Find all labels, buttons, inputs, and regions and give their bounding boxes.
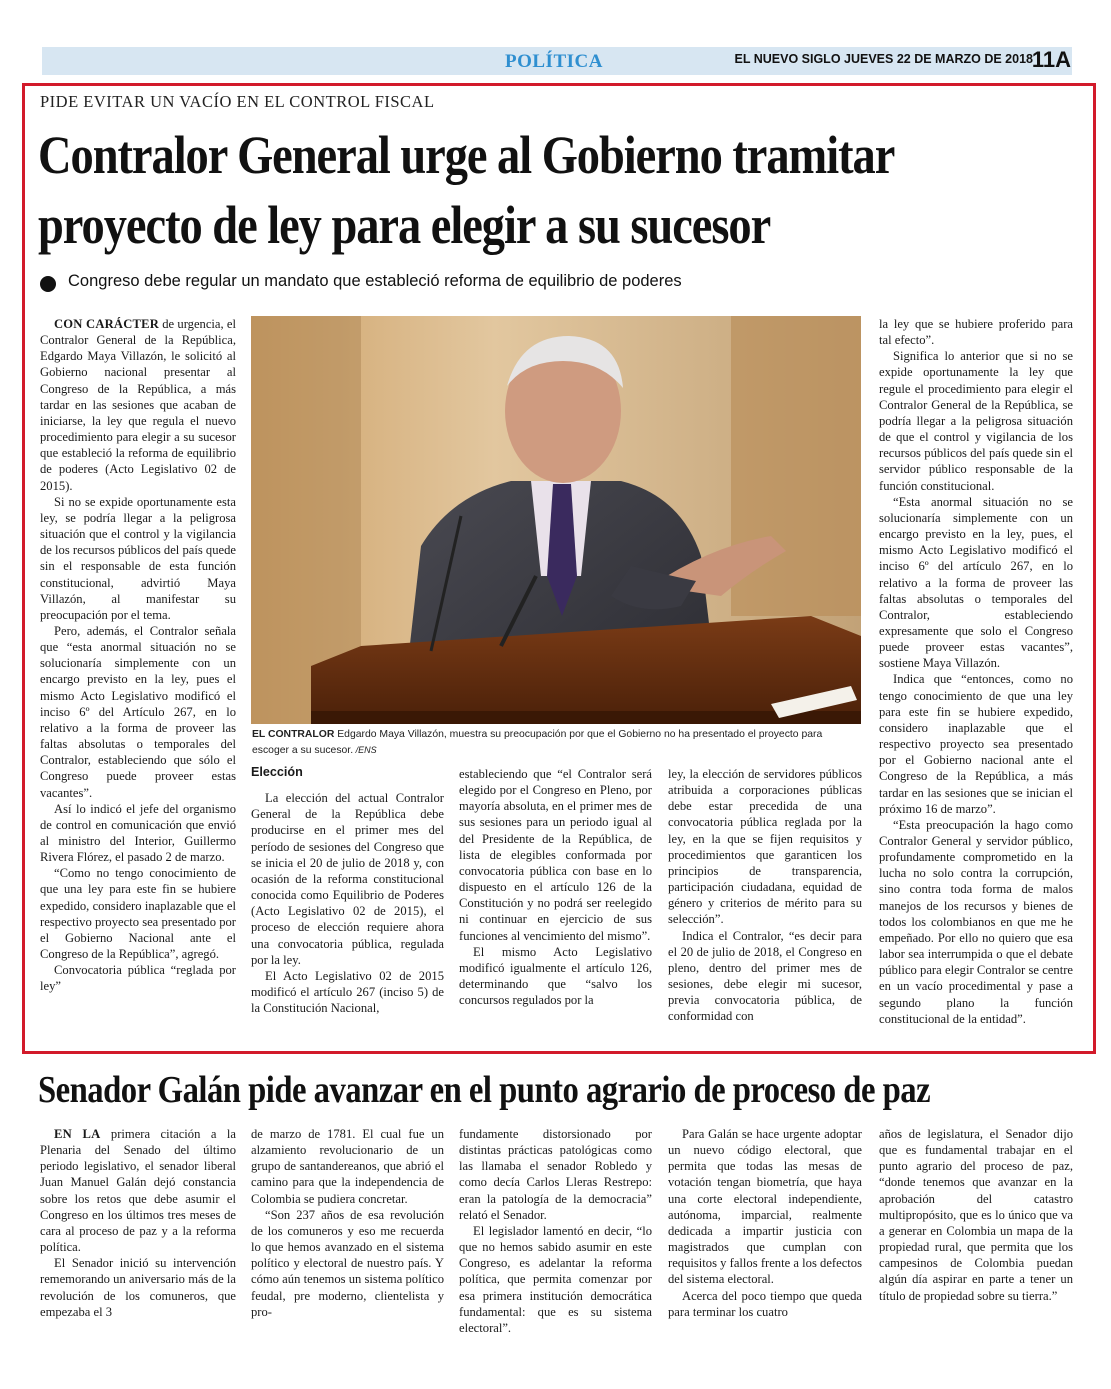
paragraph: Acerca del poco tiempo que queda para terminar los cuatro [668,1288,862,1319]
paragraph: “Como no tengo conocimiento de que una ley para este fin se hubiere expedido, considero inaplazable que el respectivo proyecto sea presentado por el Gobierno Nacional ante el Congreso de la República”, agregó. [40,866,236,962]
lead-in: EN LA [54,1127,101,1141]
photo-caption [252,728,860,758]
paragraph: Para Galán se hace urgente adoptar un nuevo código electoral, que permita que todas las mesas de votación tengan biometría, que haya una corte electoral independiente, autónoma, imparcial, realmente dedicada a impartir justicia con magistrados que cumplan con requisitos y fallos frente a los defectos del sistema electoral. [668,1127,862,1287]
paragraph: Pero, además, el Contralor señala que “esta anormal situación no se solucionaría simplemente con un encargo previsto en la ley, pues el mismo Acto Legislativo modificó el inciso 6º del Artículo 267, en lo relativo a la forma de proveer las faltas absolutas o temporales del Contralor, estableciendo que sólo el Congreso puede proveer estas vacantes”. [40,623,236,800]
headline-line-2: proyecto de ley para elegir a su sucesor [38,195,771,255]
paragraph: El Acto Legislativo 02 de 2015 modificó el artículo 267 (inciso 5) de la Constitución Nacional, [251,968,444,1016]
article1-column-5 [879,316,1073,1027]
headline-line-1: Contralor General urge al Gobierno tramitar [38,125,895,185]
paragraph: la ley que se hubiere proferido para tal efecto”. [879,317,1073,348]
subheadline: Congreso debe regular un mandato que estableció reforma de equilibrio de poderes [68,272,682,290]
paragraph: años de legislatura, el Senador dijo que es fundamental trabajar en el punto agrario del proceso de paz, “donde tenemos que avanzar en la aprobación del catastro multipropósito, que es lo único que va a generar en Colombia un mapa de la propiedad rural, que permita que los campesinos de Colombia puedan algún día aspirar en parte a tener un título de propiedad sobre su tierra.” [879,1127,1073,1303]
paragraph: Convocatoria pública “reglada por ley” [40,963,236,994]
article2-column-5 [879,1126,1073,1304]
paragraph: El Senador inició su intervención rememorando un aniversario más de la revolución de los comuneros, que empezaba el 3 [40,1256,236,1319]
subheading: Elección [251,765,303,779]
folio [735,52,1034,66]
paragraph: Significa lo anterior que si no se expide oportunamente la ley que regule el procedimiento para elegir el Contralor General de la República, se podría llegar a la peligrosa situación de que el control y vigilancia de los recursos públicos del país quede sin el servidor público responsable de la función constitucional. [879,349,1073,493]
paragraph: fundamente distorsionado por distintas prácticas patológicas como las llamaba el senador Robledo y como decía Carlos Lleras Restrepo: eran la patología de la democracia” relató el Senador. [459,1127,652,1222]
article1-column-4 [668,766,862,1025]
paragraph: “Esta anormal situación no se solucionaría simplemente con un encargo previsto en la ley, pues, el mismo Acto Legislativo modificó el inciso 6º del artículo 267, en lo relativo a la forma de proveer las faltas absolutas o temporales del Contralor, estableciendo expresamente que solo el Congreso puede proveer estas vacantes”, sostiene Maya Villazón. [879,494,1073,671]
issue-date: JUEVES 22 DE MARZO DE 2018 [844,52,1033,66]
paragraph-text: de urgencia, el Contralor General de la República, Edgardo Maya Villazón, le solicitó al Gobierno nacional presentar al Congreso de la República, a más tardar en las sesiones que acaban de iniciarse, la ley que regula el nuevo procedimiento para elegir a su sucesor que estableció la reforma de equilibrio de poderes (Acto Legislativo 02 de 2015). [40,317,237,493]
paragraph [40,316,236,494]
photo-illustration [251,316,861,724]
kicker: PIDE EVITAR UN VACÍO EN EL CONTROL FISCAL [40,92,435,111]
contralor-photo [251,316,861,724]
paragraph: de marzo de 1781. El cual fue un alzamiento revolucionario de un grupo de santandereanos, que abrió el camino para que la independencia de Colombia se pudiera concretar. [251,1127,444,1206]
paragraph-text: primera citación a la Plenaria del Senado del último periodo legislativo, el senador liberal Juan Manuel Galán dejó constancia sobre los retos que debe asumir el Congreso en los últimos tres meses de cara al proceso de paz y a la reforma política. [40,1127,236,1255]
photo-credit: /ENS [353,744,377,755]
page-number: 11A [1031,47,1071,72]
article1-column-3 [459,766,652,1008]
paragraph: Si no se expide oportunamente esta ley, se podría llegar a la peligrosa situación que el control y la vigilancia de los recursos públicos del país quede sin el responsable de esta función constitucional, advirtió Maya Villazón, al manifestar su preocupación por el tema. [40,494,236,622]
caption-text: Edgardo Maya Villazón, muestra su preocupación por que el Gobierno no ha presentado el proyecto para escoger a su sucesor. [252,729,823,756]
paragraph: El mismo Acto Legislativo modificó igualmente el artículo 126, determinando que “salvo los concursos regulados por la [459,944,652,1008]
paragraph: La elección del actual Contralor General de la República debe producirse en el primer mes del período de sesiones del Congreso que se inicia el 20 de julio de 2018 y, con ocasión de la reforma constitucional conocida como Equilibrio de Poderes (Acto Legislativo 02 de 2015), el proceso de elección requiere ahora una convocatoria pública, regulada por la ley. [251,791,444,967]
paragraph [40,1126,236,1255]
article2-column-1 [40,1126,236,1320]
caption-lead: EL CONTRALOR [252,729,335,740]
article2-column-4 [668,1126,862,1320]
newspaper-name: EL NUEVO SIGLO [734,52,841,66]
paragraph: “Esta preocupación la hago como Contralor General y servidor público, profundamente comprometido en la lucha no solo contra la corrupción, sino contra toda forma de malos manejos de los recursos y bienes de todos los colombianos en que me he empeñado. Por ello no quiero que esa labor sea interrumpida o que el debate público para elegir Contralor se centre en un vacío procedimental y pase a segundo plano la función constitucional de la entidad”. [879,817,1073,1026]
article1-column-2 [251,764,444,1016]
main-headline [38,120,941,260]
paragraph: Indica que “entonces, como no tengo conocimiento de que una ley para este fin se hubiere expedido, considero inaplazable que el respectivo proyecto sea presentado por el Gobierno nacional ante el Congreso de la República, a más tardar en las sesiones que se inician el próximo 16 de marzo”. [879,672,1073,816]
article1-column-1 [40,316,236,995]
article2-column-3 [459,1126,652,1336]
section-name: POLÍTICA [505,51,603,72]
second-headline: Senador Galán pide avanzar en el punto agrario de proceso de paz [38,1069,931,1111]
lead-in: CON CARÁCTER [54,317,160,331]
bullet-icon [40,276,56,292]
paragraph: Así lo indicó el jefe del organismo de control en comunicación que envió al ministro del Interior, Guillermo Rivera Flórez, el pasado 2 de marzo. [40,801,236,865]
paragraph: estableciendo que “el Contralor será elegido por el Congreso en Pleno, por mayoría absoluta, en el primer mes de sus sesiones para un periodo igual al del Presidente de la República, de lista de elegibles conformada por convocatoria pública con base en lo dispuesto en el artículo 126 de la Constitución y no podrá ser reelegido ni continuar en ejercicio de sus funciones al vencimiento del mismo”. [459,767,652,943]
paragraph: El legislador lamentó en decir, “lo que no hemos sabido asumir en este Congreso, es adelantar la reforma política, que permita comenzar por esa primera institución democrática fundamental: que es su sistema electoral”. [459,1223,652,1335]
paragraph: Indica el Contralor, “es decir para el 20 de julio de 2018, el Congreso en pleno, dentro del primer mes de sesiones, debe elegir mi sucesor, previa convocatoria pública, de conformidad con [668,928,862,1024]
paragraph: ley, la elección de servidores públicos atribuida a corporaciones públicas debe estar precedida de una convocatoria pública reglada por la ley, en la que se fijen requisitos y procedimientos que garanticen los principios de transparencia, participación ciudadana, equidad de género y criterios de mérito para su selección”. [668,767,862,927]
article2-column-2 [251,1126,444,1320]
paragraph: “Son 237 años de esa revolución de los comuneros y eso me recuerda lo que hemos avanzado en el sistema político y electoral de nuestro país. Y cómo aún tenemos un sistema político feudal, pre moderno, clientelista y pro- [251,1207,444,1319]
